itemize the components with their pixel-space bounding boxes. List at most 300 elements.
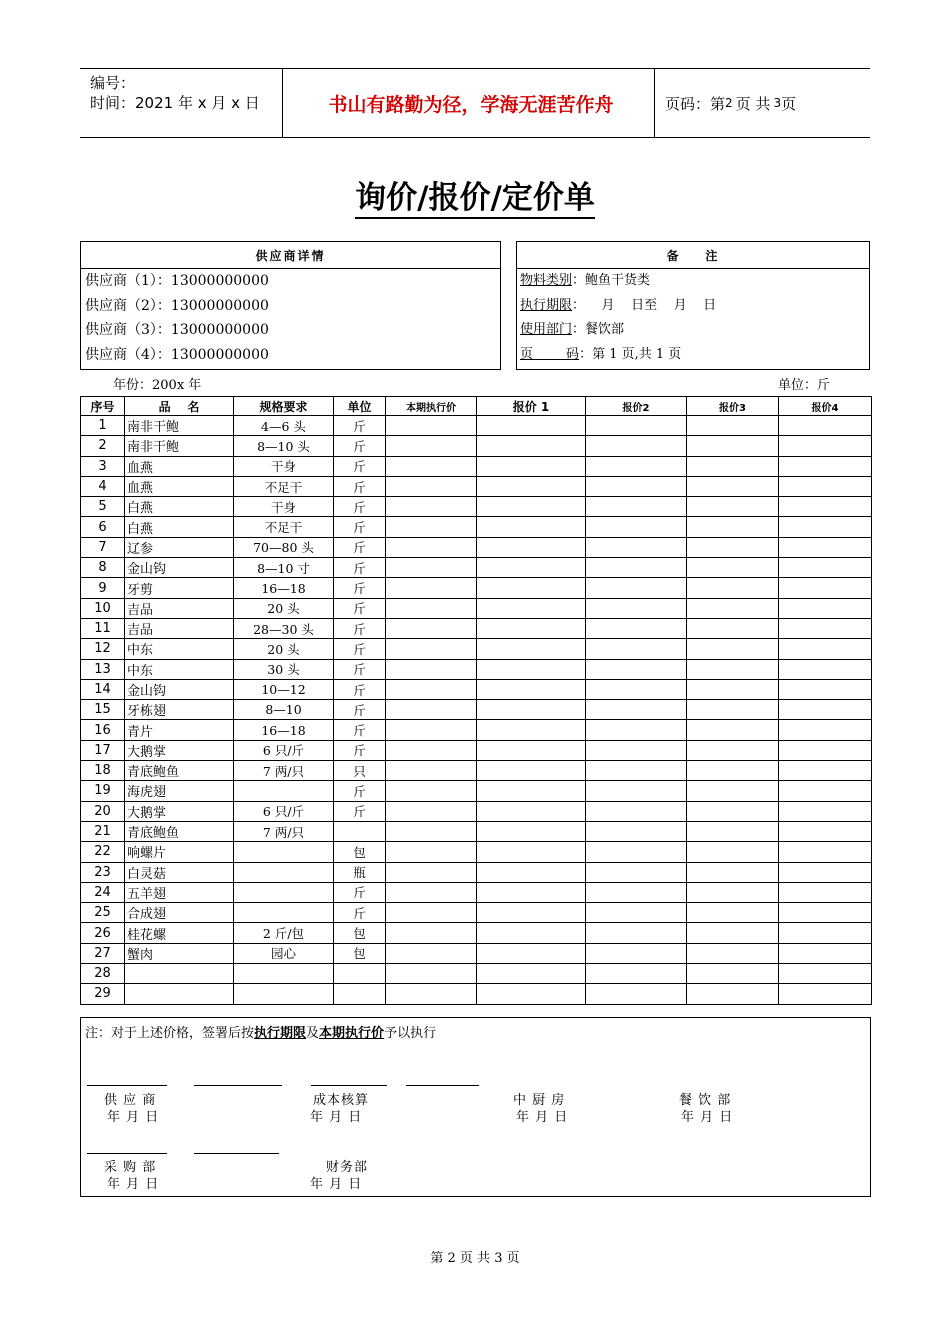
table-row <box>81 497 872 517</box>
supplier-box-heading: 供应商详情 <box>81 242 500 269</box>
table-row <box>81 639 872 659</box>
table-row <box>81 558 872 578</box>
supplier-row: 供应商（2）：13000000000 <box>85 297 269 314</box>
notes-text: 注：对于上述价格，签署后按执行期限及本期执行价予以执行 <box>85 1026 437 1041</box>
item-spec: 30 头 <box>234 659 334 679</box>
item-name: 海虎翅 <box>125 781 234 801</box>
quote3-cell <box>687 862 779 882</box>
item-spec <box>234 862 334 882</box>
signer-kitchen: 中 厨 房 <box>513 1093 566 1108</box>
signer-date: 年 月 日 <box>310 1177 363 1192</box>
remark-row-page: 页 码：第 1 页,共 1 页 <box>520 346 682 362</box>
time-label: 时间：2021 年 x 月 x 日 <box>90 94 260 112</box>
quote3-cell <box>687 618 779 638</box>
item-name: 牙栋翅 <box>125 700 234 720</box>
signer-purchase: 采 购 部 <box>104 1160 157 1175</box>
quote1-cell <box>477 862 586 882</box>
quote2-cell <box>586 720 687 740</box>
col-header-quote2: 报价2 <box>586 397 687 416</box>
col-header-quote4: 报价4 <box>779 397 872 416</box>
item-unit: 只 <box>334 761 386 781</box>
quote3-cell <box>687 416 779 436</box>
current-price-cell <box>386 416 477 436</box>
item-spec: 20 头 <box>234 639 334 659</box>
item-spec <box>234 984 334 1004</box>
col-header-no: 序号 <box>81 397 125 416</box>
remark-row-period: 执行期限： 月 日至 月 日 <box>520 297 717 313</box>
quote4-cell <box>779 821 872 841</box>
quote1-cell <box>477 842 586 862</box>
item-name: 白燕 <box>125 497 234 517</box>
current-price-cell <box>386 740 477 760</box>
item-spec <box>234 903 334 923</box>
current-price-cell <box>386 558 477 578</box>
quote1-cell <box>477 639 586 659</box>
item-spec <box>234 964 334 984</box>
quote3-cell <box>687 984 779 1004</box>
table-row <box>81 537 872 557</box>
quote4-cell <box>779 761 872 781</box>
quote4-cell <box>779 964 872 984</box>
table-row <box>81 821 872 841</box>
item-name: 金山钩 <box>125 679 234 699</box>
current-price-cell <box>386 639 477 659</box>
item-name <box>125 984 234 1004</box>
quote3-cell <box>687 537 779 557</box>
footer-page-total: 3 <box>494 1251 503 1266</box>
signer-date: 年 月 日 <box>107 1110 160 1125</box>
item-spec: 10—12 <box>234 679 334 699</box>
quote3-cell <box>687 476 779 496</box>
item-name: 合成翅 <box>125 903 234 923</box>
item-unit: 斤 <box>334 416 386 436</box>
supplier-details-box <box>80 241 501 370</box>
signature-line <box>194 1085 282 1086</box>
quote2-cell <box>586 862 687 882</box>
quote4-cell <box>779 598 872 618</box>
signer-finance: 财务部 <box>326 1160 369 1175</box>
item-name: 大鹅掌 <box>125 801 234 821</box>
quote2-cell <box>586 761 687 781</box>
table-row <box>81 456 872 476</box>
quote4-cell <box>779 537 872 557</box>
table-row <box>81 436 872 456</box>
item-spec: 28—30 头 <box>234 618 334 638</box>
quote2-cell <box>586 578 687 598</box>
item-number: 7 <box>81 537 125 557</box>
quote1-cell <box>477 720 586 740</box>
item-number: 15 <box>81 700 125 720</box>
quote4-cell <box>779 659 872 679</box>
quote1-cell <box>477 964 586 984</box>
quote4-cell <box>779 862 872 882</box>
quote1-cell <box>477 618 586 638</box>
item-spec <box>234 781 334 801</box>
item-unit: 斤 <box>334 903 386 923</box>
current-price-cell <box>386 801 477 821</box>
item-spec: 8—10 <box>234 700 334 720</box>
item-name: 南非干鲍 <box>125 416 234 436</box>
quote2-cell <box>586 943 687 963</box>
page-footer: 第 2 页 共 3 页 <box>430 1251 520 1266</box>
item-unit: 斤 <box>334 801 386 821</box>
quote2-cell <box>586 618 687 638</box>
item-number: 5 <box>81 497 125 517</box>
item-number: 25 <box>81 903 125 923</box>
item-number: 24 <box>81 882 125 902</box>
quote2-cell <box>586 821 687 841</box>
current-price-cell <box>386 984 477 1004</box>
table-row <box>81 923 872 943</box>
quote3-cell <box>687 679 779 699</box>
current-price-cell <box>386 517 477 537</box>
quote3-cell <box>687 558 779 578</box>
item-unit: 斤 <box>334 578 386 598</box>
table-row <box>81 618 872 638</box>
quote2-cell <box>586 740 687 760</box>
quote4-cell <box>779 517 872 537</box>
item-spec: 园心 <box>234 943 334 963</box>
item-unit: 斤 <box>334 456 386 476</box>
item-unit <box>334 984 386 1004</box>
item-name: 辽参 <box>125 537 234 557</box>
header-meta <box>90 73 260 113</box>
table-row <box>81 598 872 618</box>
quote1-cell <box>477 821 586 841</box>
item-spec: 8—10 头 <box>234 436 334 456</box>
quote1-cell <box>477 578 586 598</box>
quote3-cell <box>687 761 779 781</box>
item-unit: 斤 <box>334 639 386 659</box>
quote2-cell <box>586 700 687 720</box>
current-price-cell <box>386 618 477 638</box>
signer-catering: 餐 饮 部 <box>679 1093 732 1108</box>
item-name: 金山钩 <box>125 558 234 578</box>
item-name <box>125 964 234 984</box>
table-row <box>81 781 872 801</box>
quote3-cell <box>687 923 779 943</box>
quote2-cell <box>586 456 687 476</box>
item-spec: 7 两/只 <box>234 821 334 841</box>
item-unit: 斤 <box>334 679 386 699</box>
quote2-cell <box>586 598 687 618</box>
quote2-cell <box>586 476 687 496</box>
quote3-cell <box>687 882 779 902</box>
quote4-cell <box>779 558 872 578</box>
quote3-cell <box>687 700 779 720</box>
current-price-cell <box>386 943 477 963</box>
item-name: 牙剪 <box>125 578 234 598</box>
remark-row-category: 物料类别：鲍鱼干货类 <box>520 273 651 288</box>
quote1-cell <box>477 984 586 1004</box>
quote4-cell <box>779 456 872 476</box>
item-spec <box>234 882 334 902</box>
supplier-row: 供应商（1）：13000000000 <box>85 273 269 289</box>
item-spec <box>234 842 334 862</box>
quote1-cell <box>477 537 586 557</box>
header-page-total: 3 <box>773 96 782 110</box>
quote2-cell <box>586 639 687 659</box>
current-price-cell <box>386 842 477 862</box>
signer-cost: 成本核算 <box>313 1093 370 1108</box>
quote1-cell <box>477 558 586 578</box>
quote1-cell <box>477 761 586 781</box>
item-unit: 包 <box>334 842 386 862</box>
item-name: 中东 <box>125 639 234 659</box>
quote1-cell <box>477 679 586 699</box>
item-name: 桂花螺 <box>125 923 234 943</box>
current-price-cell <box>386 761 477 781</box>
quote3-cell <box>687 903 779 923</box>
item-number: 28 <box>81 964 125 984</box>
supplier-row: 供应商（3）：13000000000 <box>85 322 269 338</box>
quote3-cell <box>687 456 779 476</box>
quote4-cell <box>779 720 872 740</box>
quote3-cell <box>687 740 779 760</box>
quote3-cell <box>687 578 779 598</box>
item-spec: 70—80 头 <box>234 537 334 557</box>
quote1-cell <box>477 497 586 517</box>
table-row <box>81 984 872 1004</box>
table-row <box>81 842 872 862</box>
item-number: 18 <box>81 761 125 781</box>
quote1-cell <box>477 659 586 679</box>
col-header-quote3: 报价3 <box>687 397 779 416</box>
quote3-cell <box>687 842 779 862</box>
current-price-cell <box>386 700 477 720</box>
item-spec: 6 只/斤 <box>234 740 334 760</box>
item-spec: 干身 <box>234 456 334 476</box>
quote1-cell <box>477 436 586 456</box>
item-name: 五羊翅 <box>125 882 234 902</box>
item-name: 南非干鲍 <box>125 436 234 456</box>
page-title: 询价/报价/定价单 <box>0 172 950 217</box>
quote2-cell <box>586 558 687 578</box>
quote4-cell <box>779 740 872 760</box>
quote1-cell <box>477 456 586 476</box>
supplier-row: 供应商（4）：13000000000 <box>85 346 269 363</box>
item-unit: 斤 <box>334 476 386 496</box>
item-number: 9 <box>81 578 125 598</box>
item-name: 蟹肉 <box>125 943 234 963</box>
item-unit: 斤 <box>334 436 386 456</box>
item-unit <box>334 964 386 984</box>
item-name: 青底鲍鱼 <box>125 821 234 841</box>
table-row <box>81 862 872 882</box>
current-price-cell <box>386 537 477 557</box>
item-number: 4 <box>81 476 125 496</box>
quote4-cell <box>779 679 872 699</box>
quote1-cell <box>477 517 586 537</box>
quote1-cell <box>477 781 586 801</box>
item-number: 13 <box>81 659 125 679</box>
item-unit: 斤 <box>334 618 386 638</box>
quote2-cell <box>586 416 687 436</box>
item-unit: 斤 <box>334 497 386 517</box>
col-header-name: 品 名 <box>125 397 234 416</box>
item-unit: 斤 <box>334 720 386 740</box>
item-number: 6 <box>81 517 125 537</box>
quote4-cell <box>779 700 872 720</box>
quote3-cell <box>687 436 779 456</box>
item-spec: 8—10 寸 <box>234 558 334 578</box>
item-number: 3 <box>81 456 125 476</box>
current-price-cell <box>386 903 477 923</box>
item-name: 白燕 <box>125 517 234 537</box>
table-body <box>81 416 872 1005</box>
item-name: 血燕 <box>125 456 234 476</box>
item-name: 吉品 <box>125 598 234 618</box>
quote3-cell <box>687 659 779 679</box>
item-number: 10 <box>81 598 125 618</box>
current-price-cell <box>386 497 477 517</box>
footer-page-number: 2 <box>447 1251 456 1266</box>
table-row <box>81 659 872 679</box>
item-number: 17 <box>81 740 125 760</box>
signature-line <box>311 1085 387 1086</box>
header-page-info: 页码：第 2 页 共 3 页 <box>665 94 797 113</box>
item-number: 26 <box>81 923 125 943</box>
item-spec: 20 头 <box>234 598 334 618</box>
item-spec: 不足干 <box>234 517 334 537</box>
quote4-cell <box>779 476 872 496</box>
quote4-cell <box>779 578 872 598</box>
current-price-cell <box>386 964 477 984</box>
quote3-cell <box>687 517 779 537</box>
item-name: 青片 <box>125 720 234 740</box>
table-row <box>81 578 872 598</box>
table-row <box>81 700 872 720</box>
current-price-cell <box>386 578 477 598</box>
item-unit: 斤 <box>334 598 386 618</box>
quote2-cell <box>586 964 687 984</box>
quote4-cell <box>779 903 872 923</box>
table-row <box>81 720 872 740</box>
signer-supplier: 供 应 商 <box>104 1093 157 1108</box>
quote1-cell <box>477 903 586 923</box>
item-spec: 6 只/斤 <box>234 801 334 821</box>
table-row <box>81 476 872 496</box>
quote3-cell <box>687 781 779 801</box>
signature-line <box>87 1153 167 1154</box>
item-unit: 斤 <box>334 700 386 720</box>
current-price-cell <box>386 882 477 902</box>
item-unit: 瓶 <box>334 862 386 882</box>
item-name: 血燕 <box>125 476 234 496</box>
quote3-cell <box>687 964 779 984</box>
quote3-cell <box>687 497 779 517</box>
signer-date: 年 月 日 <box>107 1177 160 1192</box>
item-spec: 16—18 <box>234 578 334 598</box>
quote4-cell <box>779 639 872 659</box>
item-name: 大鹅掌 <box>125 740 234 760</box>
quote1-cell <box>477 416 586 436</box>
quote1-cell <box>477 598 586 618</box>
item-spec: 7 两/只 <box>234 761 334 781</box>
quote2-cell <box>586 436 687 456</box>
quote2-cell <box>586 517 687 537</box>
item-unit: 包 <box>334 923 386 943</box>
header-divider <box>282 69 283 137</box>
item-number: 20 <box>81 801 125 821</box>
item-number: 12 <box>81 639 125 659</box>
col-header-current-price: 本期执行价 <box>386 397 477 416</box>
table-row <box>81 517 872 537</box>
item-number: 22 <box>81 842 125 862</box>
table-row <box>81 882 872 902</box>
document-header <box>80 68 870 138</box>
remark-box-heading: 备 注 <box>517 242 869 269</box>
quote2-cell <box>586 801 687 821</box>
item-number: 23 <box>81 862 125 882</box>
item-number: 19 <box>81 781 125 801</box>
table-row <box>81 943 872 963</box>
signer-date: 年 月 日 <box>681 1110 734 1125</box>
year-label: 年份：200x 年 <box>113 378 202 393</box>
quote1-cell <box>477 476 586 496</box>
item-unit: 斤 <box>334 517 386 537</box>
current-price-cell <box>386 821 477 841</box>
item-number: 11 <box>81 618 125 638</box>
table-row <box>81 801 872 821</box>
table-row <box>81 761 872 781</box>
quote3-cell <box>687 598 779 618</box>
current-price-cell <box>386 720 477 740</box>
code-label: 编号： <box>90 74 136 92</box>
quote3-cell <box>687 821 779 841</box>
signature-line <box>194 1153 279 1154</box>
current-price-cell <box>386 781 477 801</box>
current-price-cell <box>386 436 477 456</box>
quote1-cell <box>477 740 586 760</box>
item-unit: 斤 <box>334 882 386 902</box>
current-price-cell <box>386 659 477 679</box>
item-spec: 干身 <box>234 497 334 517</box>
signer-date: 年 月 日 <box>310 1110 363 1125</box>
table-row <box>81 416 872 436</box>
current-price-cell <box>386 923 477 943</box>
signature-line <box>87 1085 167 1086</box>
quote2-cell <box>586 659 687 679</box>
item-spec: 4—6 头 <box>234 416 334 436</box>
quote1-cell <box>477 943 586 963</box>
signer-date: 年 月 日 <box>516 1110 569 1125</box>
current-price-cell <box>386 476 477 496</box>
current-price-cell <box>386 456 477 476</box>
quote2-cell <box>586 923 687 943</box>
item-number: 21 <box>81 821 125 841</box>
table-row <box>81 740 872 760</box>
item-number: 14 <box>81 679 125 699</box>
quote1-cell <box>477 700 586 720</box>
quote3-cell <box>687 720 779 740</box>
quote4-cell <box>779 416 872 436</box>
quote4-cell <box>779 882 872 902</box>
quote2-cell <box>586 984 687 1004</box>
item-name: 吉品 <box>125 618 234 638</box>
remark-box <box>516 241 870 370</box>
quote2-cell <box>586 679 687 699</box>
table-row <box>81 679 872 699</box>
unit-label: 单位：斤 <box>778 378 831 393</box>
item-number: 1 <box>81 416 125 436</box>
quote4-cell <box>779 436 872 456</box>
header-page-number: 2 <box>725 96 733 110</box>
price-table <box>80 396 872 1005</box>
item-number: 29 <box>81 984 125 1004</box>
current-price-cell <box>386 679 477 699</box>
item-unit: 包 <box>334 943 386 963</box>
